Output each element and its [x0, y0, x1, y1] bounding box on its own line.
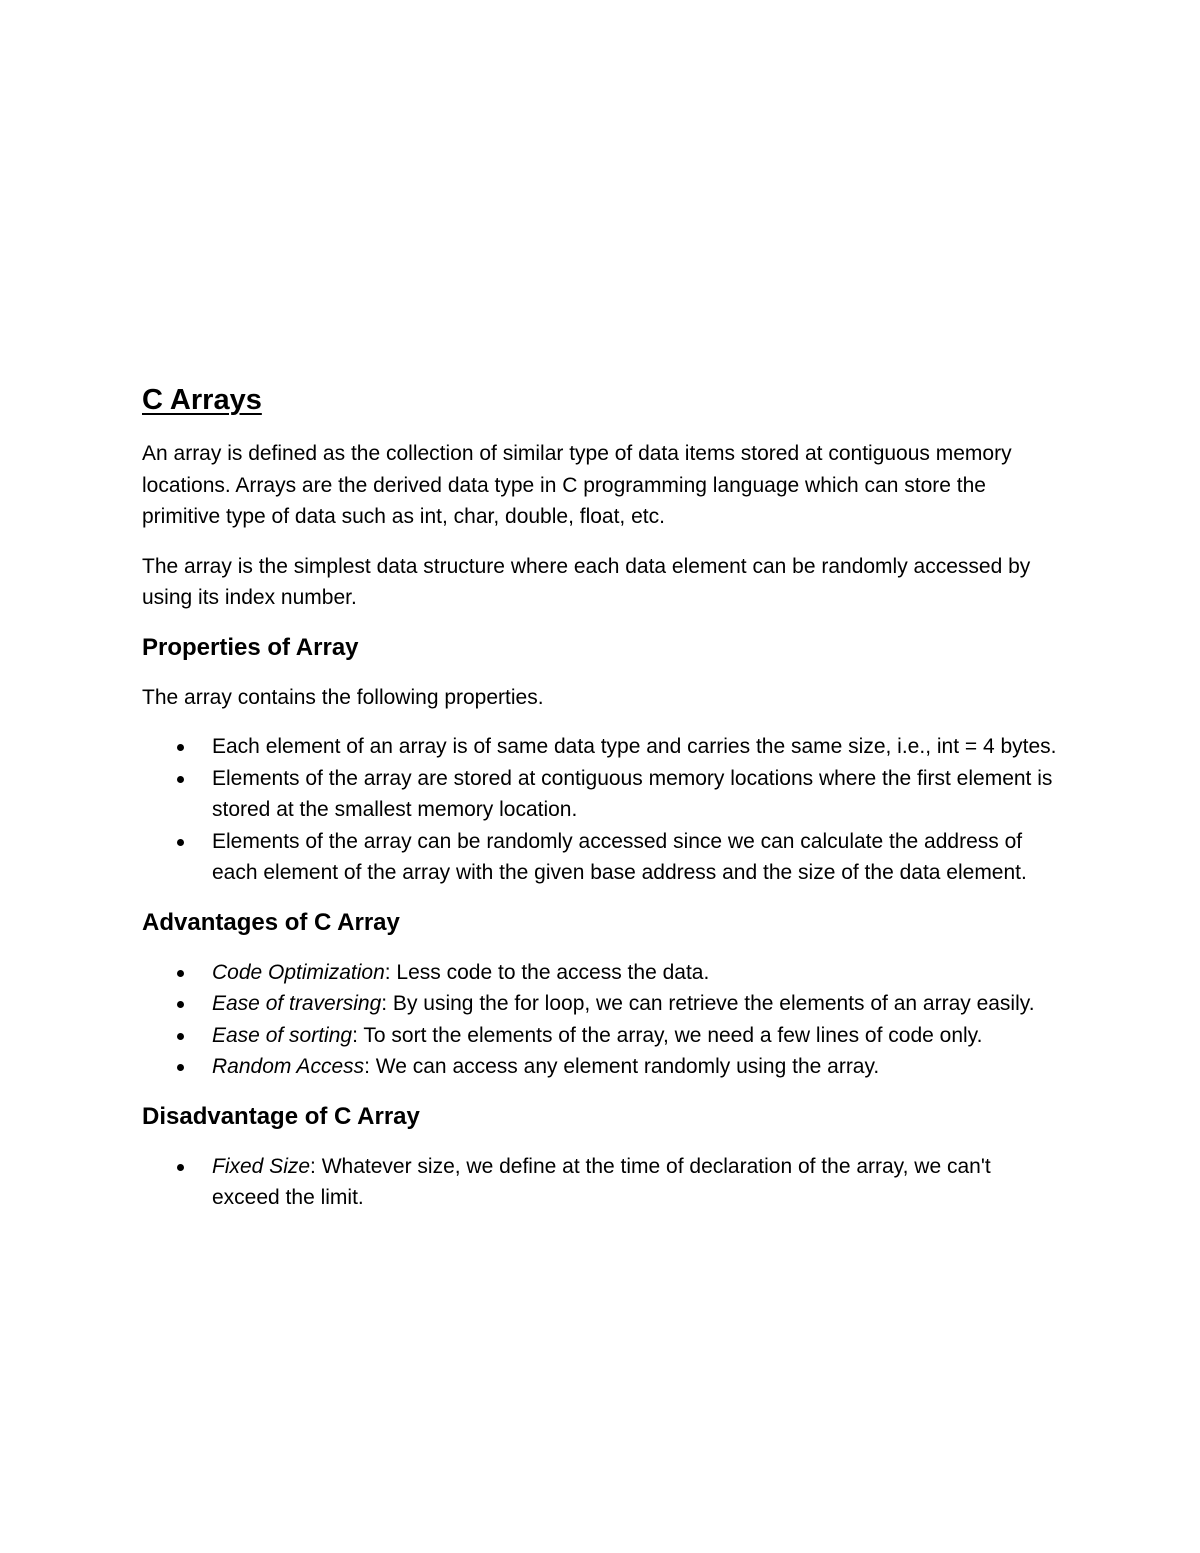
document-page [142, 382, 1062, 1232]
bullet-icon [177, 744, 184, 751]
list-item-text: : By using the for loop, we can retrieve the elements of an array easily. [381, 992, 1035, 1015]
bullet-icon [177, 1064, 184, 1071]
advantages-list [142, 957, 1062, 1083]
list-item-text: : Less code to the access the data. [384, 960, 710, 984]
bullet-icon [177, 1001, 184, 1008]
bullet-icon [177, 839, 184, 846]
page-title: C Arrays [142, 384, 262, 416]
list-item-text: : We can access any element randomly using the array. [364, 1055, 880, 1078]
properties-intro: The array contains the following properties. [142, 685, 544, 709]
list-item-term: Ease of sorting [212, 1023, 353, 1047]
list-item [142, 957, 1062, 989]
list-item-text: Each element of an array is of same data type and carries the same size, i.e., int = 4 bytes. [212, 735, 1057, 758]
list-item-text: Elements of the array are stored at contiguous memory locations where the first element is stored at the smallest memory location. [212, 766, 1053, 821]
disadvantages-heading: Disadvantage of C Array [142, 1102, 420, 1130]
list-item-term: Code Optimization [212, 960, 385, 984]
list-item-text: : Whatever size, we define at the time of declaration of the array, we can't exceed the limit. [212, 1154, 991, 1209]
list-item [142, 731, 1062, 763]
list-item-term: Fixed Size [212, 1154, 311, 1178]
list-item [142, 1020, 1062, 1052]
list-item-text: Elements of the array can be randomly accessed since we can calculate the address of each element of the array with the given base address and the size of the data element. [212, 829, 1027, 884]
disadvantages-list [142, 1151, 1062, 1214]
list-item-text: : To sort the elements of the array, we need a few lines of code only. [352, 1023, 983, 1047]
properties-list [142, 731, 1062, 889]
list-item [142, 988, 1062, 1020]
list-item [142, 1051, 1062, 1083]
intro-paragraph-1: An array is defined as the collection of similar type of data items stored at contiguous memory locations. Arrays are the derived data type in C programming language which can store the primitive type of data such as int, char, double, float, etc. [142, 442, 1012, 528]
properties-heading: Properties of Array [142, 633, 359, 661]
advantages-heading: Advantages of C Array [142, 908, 400, 936]
list-item-term: Random Access [212, 1055, 365, 1078]
list-item [142, 763, 1062, 826]
bullet-icon [177, 776, 184, 783]
list-item [142, 1151, 1062, 1214]
list-item-term: Ease of traversing [212, 992, 382, 1015]
bullet-icon [177, 1033, 184, 1040]
bullet-icon [177, 1164, 184, 1171]
list-item [142, 826, 1062, 889]
bullet-icon [177, 970, 184, 977]
intro-paragraph-2: The array is the simplest data structure where each data element can be randomly accessed by using its index number. [142, 554, 1031, 609]
